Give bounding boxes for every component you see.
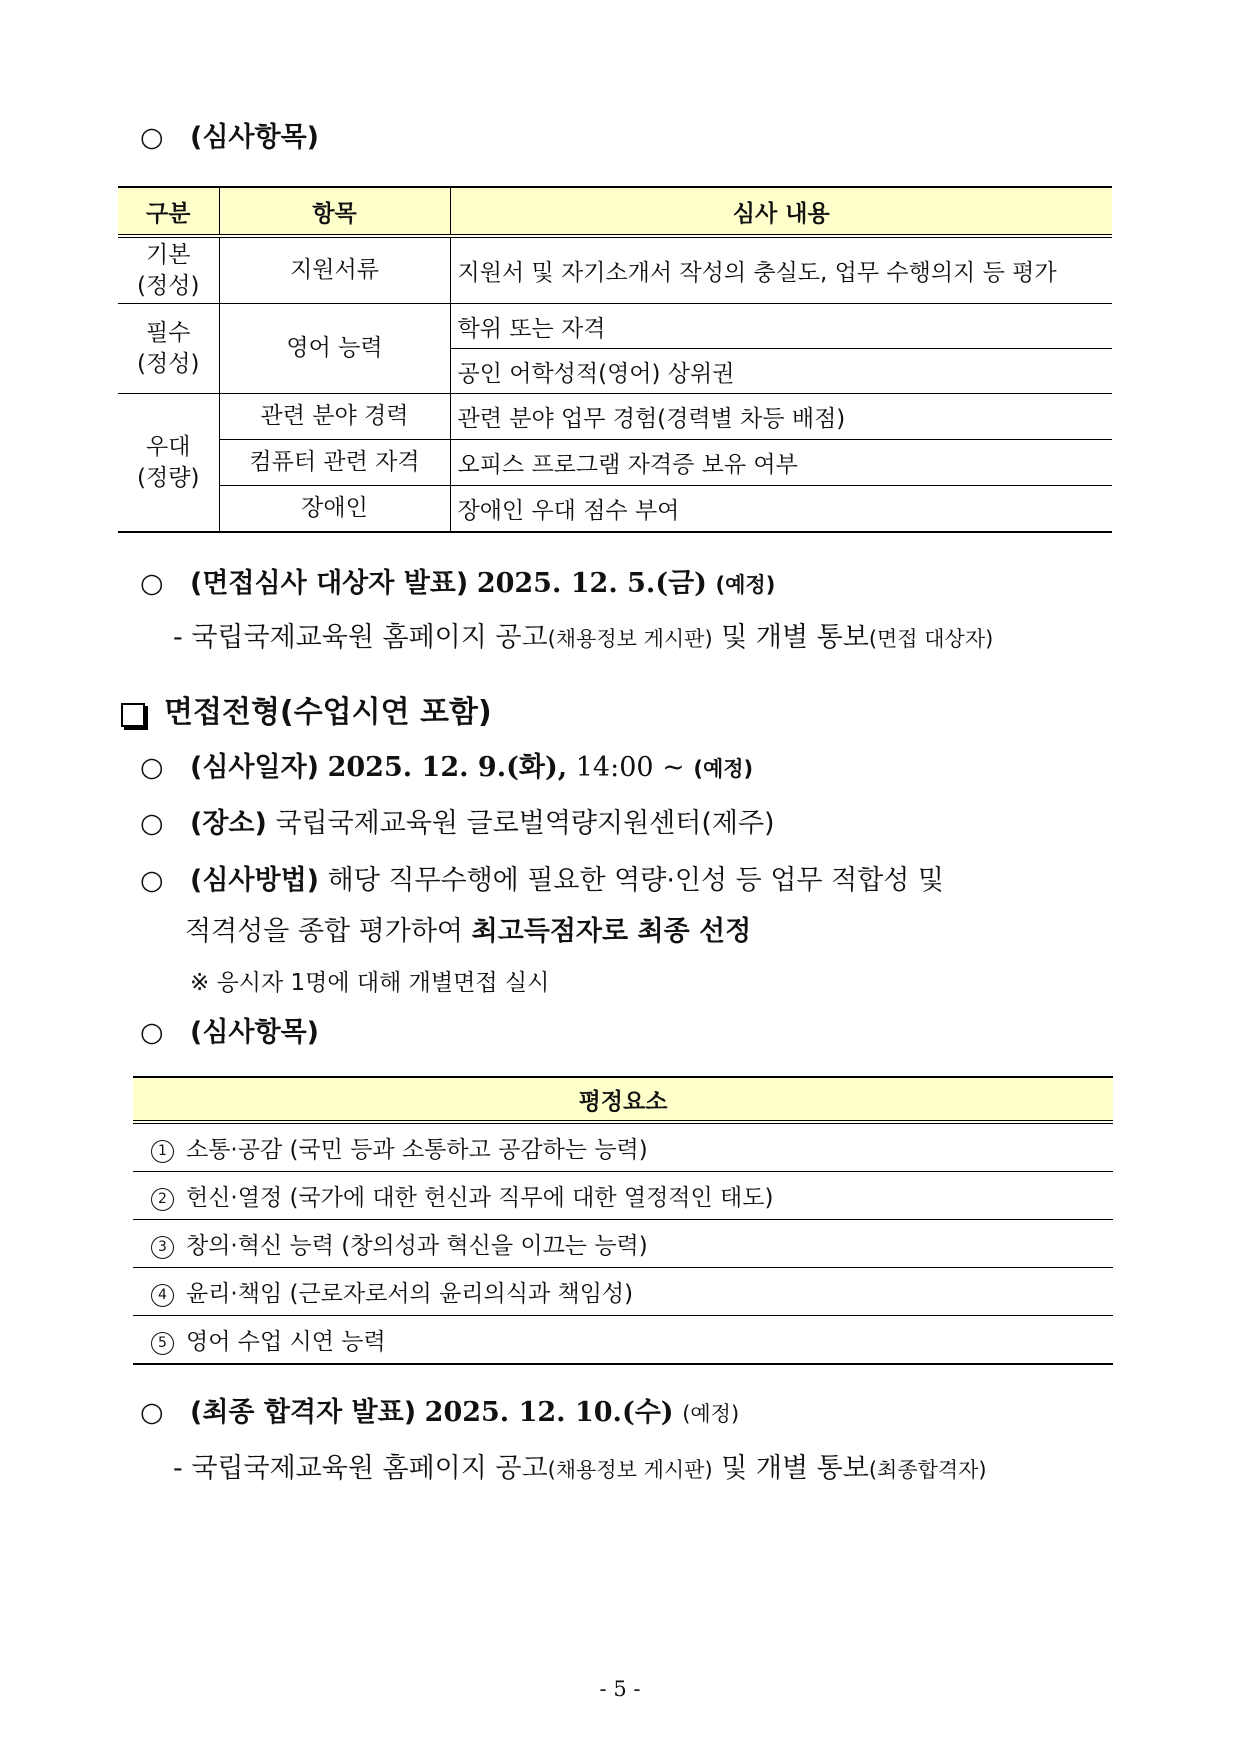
exam-method-note: ※ 응시자 1명에 대해 개별면접 실시 [190, 970, 550, 996]
exam-date: ○ (심사일자) 2025. 12. 9.(화), 14:00 ~ (예정) [140, 752, 754, 783]
section1-heading: ○ (심사항목) [140, 122, 320, 153]
page-number: - 5 - [599, 1677, 641, 1701]
item-computer: 컴퓨터 관련 자격 [219, 440, 450, 486]
content-career: 관련 분야 업무 경험(경력별 차등 배점) [450, 394, 1112, 440]
circled-number-5: 5 [151, 1332, 174, 1355]
final-announcement-detail: - 국립국제교육원 홈페이지 공고(채용정보 게시판) 및 개별 통보(최종합격자) [173, 1453, 987, 1484]
header-category: 구분 [118, 187, 219, 236]
review-items-table [118, 186, 1112, 533]
header-item: 항목 [219, 187, 450, 236]
circled-number-4: 4 [151, 1284, 174, 1307]
table-row: 4 윤리·책임 (근로자로서의 윤리의식과 책임성) [133, 1268, 1113, 1316]
exam-method: ○ (심사방법) 해당 직무수행에 필요한 역량·인성 등 업무 적합성 및 [140, 865, 944, 896]
content-language-score: 공인 어학성적(영어) 상위권 [450, 349, 1112, 394]
header-evaluation-factor: 평정요소 [133, 1077, 1113, 1122]
item-documents: 지원서류 [219, 236, 450, 304]
circled-number-2: 2 [151, 1188, 174, 1211]
item-career: 관련 분야 경력 [219, 394, 450, 440]
evaluation-factors-table [133, 1076, 1113, 1365]
table-row: 3 창의·혁신 능력 (창의성과 혁신을 이끄는 능력) [133, 1220, 1113, 1268]
exam-place: ○ (장소) 국립국제교육원 글로벌역량지원센터(제주) [140, 808, 775, 839]
section2-title: 면접전형(수업시연 포함) [164, 695, 492, 730]
table-row [118, 440, 1112, 486]
table-header-row [118, 187, 1112, 236]
circled-number-3: 3 [151, 1236, 174, 1259]
table-row [118, 236, 1112, 304]
interview-announcement-detail: - 국립국제교육원 홈페이지 공고(채용정보 게시판) 및 개별 통보(면접 대상자) [173, 622, 994, 653]
table-row: 1 소통·공감 (국민 등과 소통하고 공감하는 능력) [133, 1122, 1113, 1172]
content-documents: 지원서 및 자기소개서 작성의 충실도, 업무 수행의지 등 평가 [450, 236, 1112, 304]
final-announcement: ○ (최종 합격자 발표) 2025. 12. 10.(수) (예정) [140, 1397, 740, 1428]
table-row: 5 영어 수업 시연 능력 [133, 1316, 1113, 1365]
content-degree: 학위 또는 자격 [450, 304, 1112, 349]
exam-method-continued: 적격성을 종합 평가하여 최고득점자로 최종 선정 [185, 916, 752, 947]
interview-announcement: ○ (면접심사 대상자 발표) 2025. 12. 5.(금) (예정) [140, 568, 776, 599]
content-disability: 장애인 우대 점수 부여 [450, 486, 1112, 533]
checkbox-square-icon [121, 703, 145, 727]
table-row [118, 394, 1112, 440]
item-disability: 장애인 [219, 486, 450, 533]
category-basic: 기본 (정성) [118, 236, 219, 304]
item-english: 영어 능력 [219, 304, 450, 394]
category-required: 필수 (정성) [118, 304, 219, 394]
content-computer: 오피스 프로그램 자격증 보유 여부 [450, 440, 1112, 486]
table-row [118, 486, 1112, 533]
section3-heading: ○ (심사항목) [140, 1017, 320, 1048]
header-content: 심사 내용 [450, 187, 1112, 236]
table-row: 2 헌신·열정 (국가에 대한 헌신과 직무에 대한 열정적인 태도) [133, 1172, 1113, 1220]
table-header-row [133, 1077, 1113, 1122]
circled-number-1: 1 [151, 1140, 174, 1163]
category-preferred: 우대 (정량) [118, 394, 219, 533]
table-row [118, 304, 1112, 349]
